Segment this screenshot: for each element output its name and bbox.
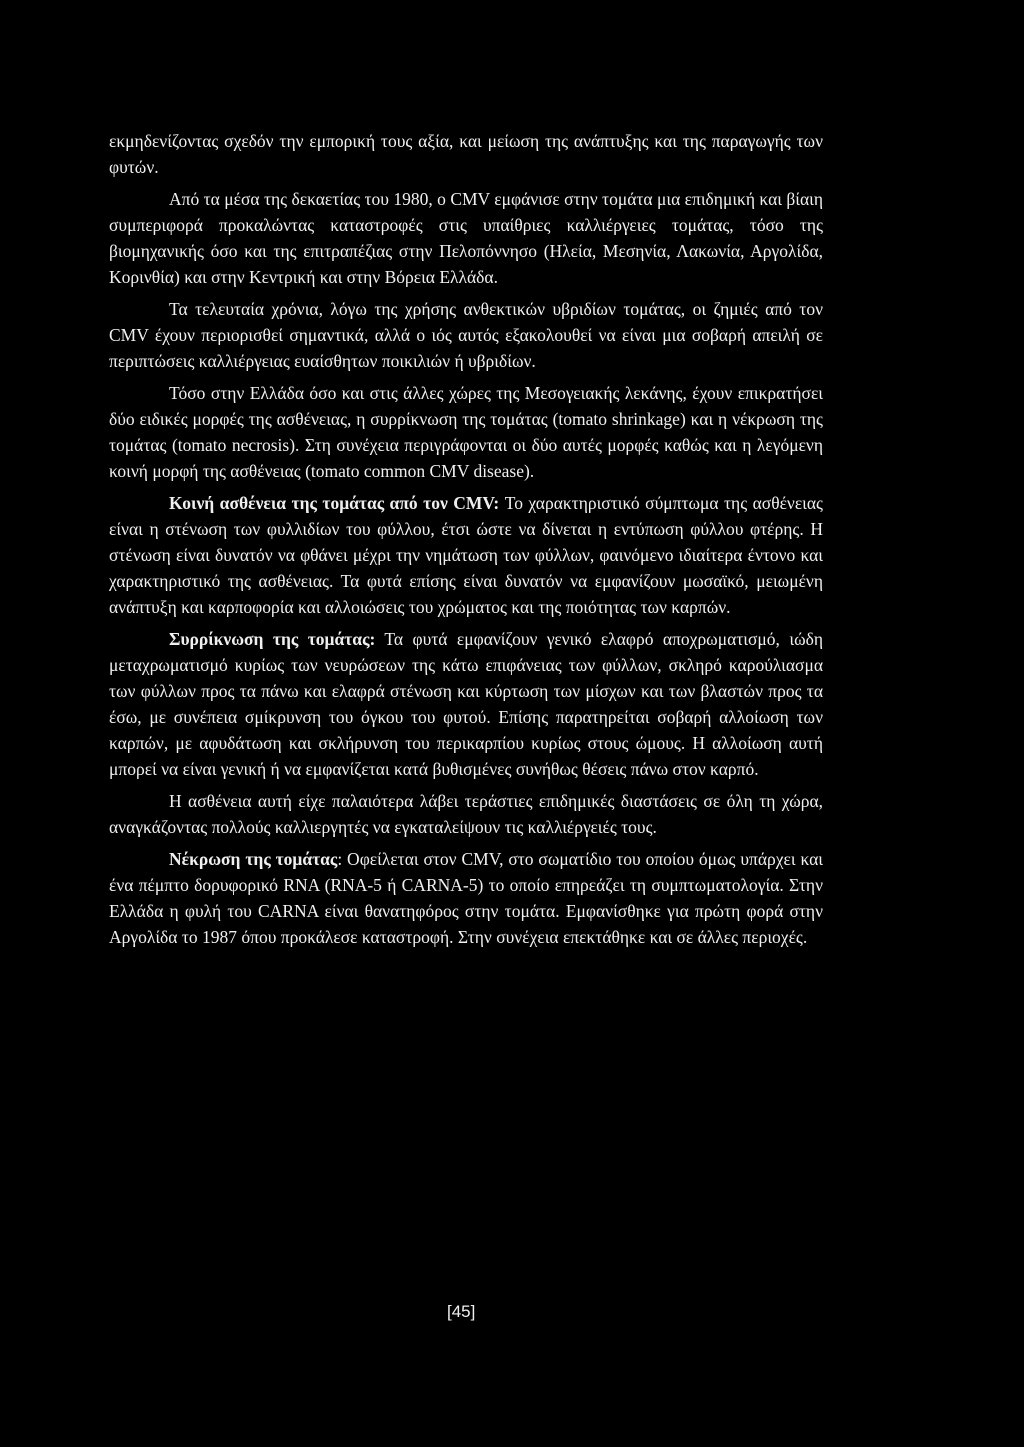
page-number-text: [45]	[447, 1302, 476, 1321]
section-heading-shrinkage: Συρρίκνωση της τομάτας:	[169, 629, 376, 649]
paragraph-continuation	[109, 128, 823, 180]
paragraph-resistant-hybrids	[109, 296, 823, 374]
paragraph-text: Η ασθένεια αυτή είχε παλαιότερα λάβει τεράστιες επιδημικές διαστάσεις σε όλη τη χώρα, αναγκάζοντας πολλούς καλλιεργητές να εγκαταλείψουν τις καλλιέργειές τους.	[109, 791, 823, 837]
paragraph-shrinkage	[109, 626, 823, 782]
paragraph-text: Το χαρακτηριστικό σύμπτωμα της ασθένειας είναι η στένωση των φυλλιδίων του φύλλου, έτσι ώστε να δίνεται η εντύπωση φύλλου φτέρης. Η στένωση είναι δυνατόν να φθάνει μέχρι την νημάτωση των φύλλων, φαινόμενο ιδιαίτερα έντονο και χαρακτηριστικό της ασθένειας. Τα φυτά επίσης είναι δυνατόν να εμφανίζουν μωσαϊκό, μειωμένη ανάπτυξη και καρποφορία και αλλοιώσεις του χρώματος και της ποιότητας των καρπών.	[109, 493, 823, 617]
paragraph-text: : Οφείλεται στον CMV, στο σωματίδιο του οποίου όμως υπάρχει και ένα πέμπτο δορυφορικό RNA (RNA-5 ή CARNA-5) το οποίο επηρεάζει τη συμπτωματολογία. Στην Ελλάδα η φυλή του CARNA είναι θανατηφόρος στην τομάτα. Εμφανίσθηκε για πρώτη φορά στην Αργολίδα το 1987 όπου προκάλεσε καταστροφή. Στην συνέχεια επεκτάθηκε και σε άλλες περιοχές.	[109, 849, 823, 947]
paragraph-common-disease	[109, 490, 823, 620]
paragraph-text: εκμηδενίζοντας σχεδόν την εμπορική τους αξία, και μείωση της ανάπτυξης και της παραγωγής των φυτών.	[109, 131, 823, 177]
paragraph-cmv-epidemic	[109, 186, 823, 290]
paragraph-epidemic-history	[109, 788, 823, 840]
document-body	[109, 128, 823, 956]
section-heading-necrosis: Νέκρωση της τομάτας	[169, 849, 338, 869]
paragraph-necrosis	[109, 846, 823, 950]
paragraph-text: Τα τελευταία χρόνια, λόγω της χρήσης ανθεκτικών υβριδίων τομάτας, οι ζημιές από τον CMV έχουν περιορισθεί σημαντικά, αλλά ο ιός αυτός εξακολουθεί να είναι μια σοβαρή απειλή σε περιπτώσεις καλλιέργειας ευαίσθητων ποικιλιών ή υβριδίων.	[109, 299, 823, 371]
paragraph-disease-forms	[109, 380, 823, 484]
paragraph-text: Τόσο στην Ελλάδα όσο και στις άλλες χώρες της Μεσογειακής λεκάνης, έχουν επικρατήσει δύο ειδικές μορφές της ασθένειας, η συρρίκνωση της τομάτας (tomato shrinkage) και η νέκρωση της τομάτας (tomato necrosis). Στη συνέχεια περιγράφονται οι δύο αυτές μορφές καθώς και η λεγόμενη κοινή μορφή της ασθένειας (tomato common CMV disease).	[109, 383, 823, 481]
paragraph-text: Από τα μέσα της δεκαετίας του 1980, ο CMV εμφάνισε στην τομάτα μια επιδημική και βίαιη συμπεριφορά προκαλώντας καταστροφές στις υπαίθριες καλλιέργειες τομάτας, τόσο της βιομηχανικής όσο και της επιτραπέζιας στην Πελοπόννησο (Ηλεία, Μεσηνία, Λακωνία, Αργολίδα, Κορινθία) και στην Κεντρική και στην Βόρεια Ελλάδα.	[109, 189, 823, 287]
section-heading-common-disease: Κοινή ασθένεια της τομάτας από τον CMV:	[169, 493, 500, 513]
paragraph-text: Τα φυτά εμφανίζουν γενικό ελαφρό αποχρωματισμό, ιώδη μεταχρωματισμό κυρίως των νευρώσεων της κάτω επιφάνειας των φύλλων, σκληρό καρούλιασμα των φύλλων προς τα πάνω και ελαφρά στένωση και κύρτωση των μίσχων και των βλαστών προς τα έσω, με συνέπεια σμίκρυνση του όγκου του φυτού. Επίσης παρατηρείται σοβαρή αλλοίωση των καρπών, με αφυδάτωση και σκλήρυνση του περικαρπίου κυρίως στους ώμους. Η αλλοίωση αυτή μπορεί να είναι γενική ή να εμφανίζεται κατά βυθισμένες συνήθως θέσεις πάνω στον καρπό.	[109, 629, 823, 779]
